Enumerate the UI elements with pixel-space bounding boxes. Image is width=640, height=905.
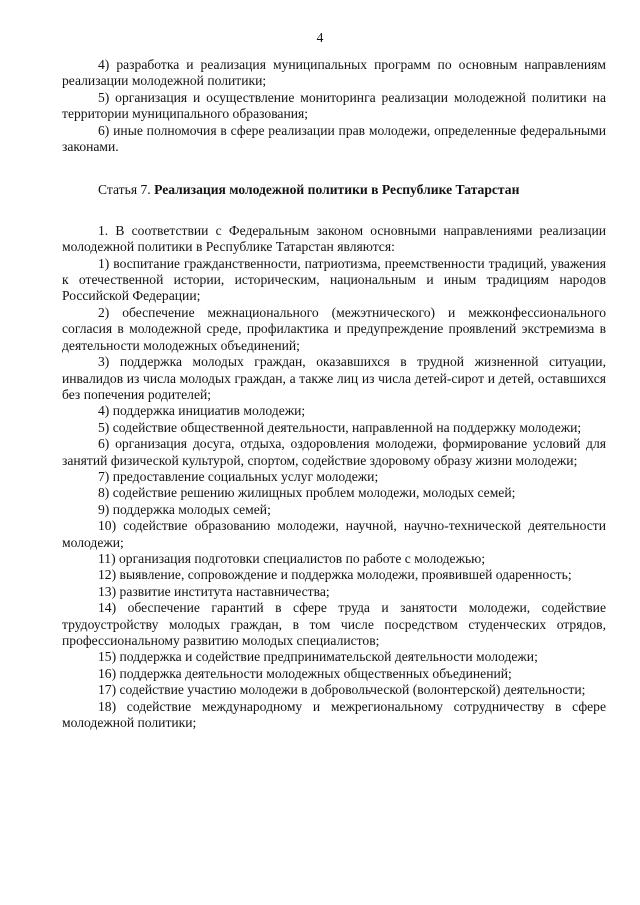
list-item: 14) обеспечение гарантий в сфере труда и занятости молодежи, содействие трудоустройству молодых граждан, в том числе посредством студенческих отрядов, профессиональному развитию молодых специалистов; (62, 600, 606, 648)
list-item: 18) содействие международному и межрегиональному сотрудничеству в сфере молодежной политики; (62, 698, 606, 731)
top-item: 6) иные полномочия в сфере реализации прав молодежи, определенные федеральными законами. (62, 122, 606, 155)
top-item: 4) разработка и реализация муниципальных программ по основным направлениям реализации молодежной политики; (62, 57, 606, 89)
list-item: 1) воспитание гражданственности, патриотизма, преемственности традиций, уважения к отечественной истории, историческим, национальным и иным традициям народов Российской Федерации; (62, 255, 606, 304)
document-body (62, 57, 606, 731)
article-label: Статья 7. (98, 182, 151, 198)
article-title: Реализация молодежной политики в Республике Татарстан (154, 182, 520, 198)
directions-list (62, 256, 606, 732)
list-item: 17) содействие участию молодежи в добровольческой (волонтерской) деятельности; (98, 682, 586, 698)
list-item: 16) поддержка деятельности молодежных общественных объединений; (98, 665, 512, 681)
list-item: 12) выявление, сопровождение и поддержка молодежи, проявившей одаренность; (98, 567, 572, 583)
article-intro: 1. В соответствии с Федеральным законом основными направлениями реализации молодежной политики в Республике Татарстан являются: (62, 222, 606, 255)
article-heading (62, 182, 606, 198)
top-item: 5) организация и осуществление мониторинга реализации молодежной политики на территории муниципального образования; (62, 89, 606, 122)
list-item: 8) содействие решению жилищных проблем молодежи, молодых семей; (98, 485, 516, 501)
list-item: 5) содействие общественной деятельности, направленной на поддержку молодежи; (98, 419, 582, 435)
list-item: 15) поддержка и содействие предпринимательской деятельности молодежи; (98, 649, 538, 665)
list-item: 3) поддержка молодых граждан, оказавшихся в трудной жизненной ситуации, инвалидов из числа молодых граждан, а также лиц из числа детей-сирот и детей, оставшихся без попечения родителей; (62, 354, 606, 402)
list-item: 11) организация подготовки специалистов по работе с молодежью; (98, 550, 486, 566)
list-item: 13) развитие института наставничества; (98, 583, 330, 599)
list-item: 7) предоставление социальных услуг молодежи; (98, 468, 379, 484)
list-item: 10) содействие образованию молодежи, научной, научно-технической деятельности молодежи; (62, 518, 606, 550)
list-item: 6) организация досуга, отдыха, оздоровления молодежи, формирование условий для занятий физической культурой, спортом, содействие здоровому образу жизни молодежи; (62, 436, 606, 468)
page-number: 4 (316, 30, 324, 45)
list-item: 9) поддержка молодых семей; (98, 501, 271, 517)
list-item: 4) поддержка инициатив молодежи; (98, 403, 306, 419)
list-item: 2) обеспечение межнационального (межэтнического) и межконфессионального согласия в молодежной среде, профилактика и предупреждение проявлений экстремизма в деятельности молодежных объединений; (62, 304, 606, 353)
